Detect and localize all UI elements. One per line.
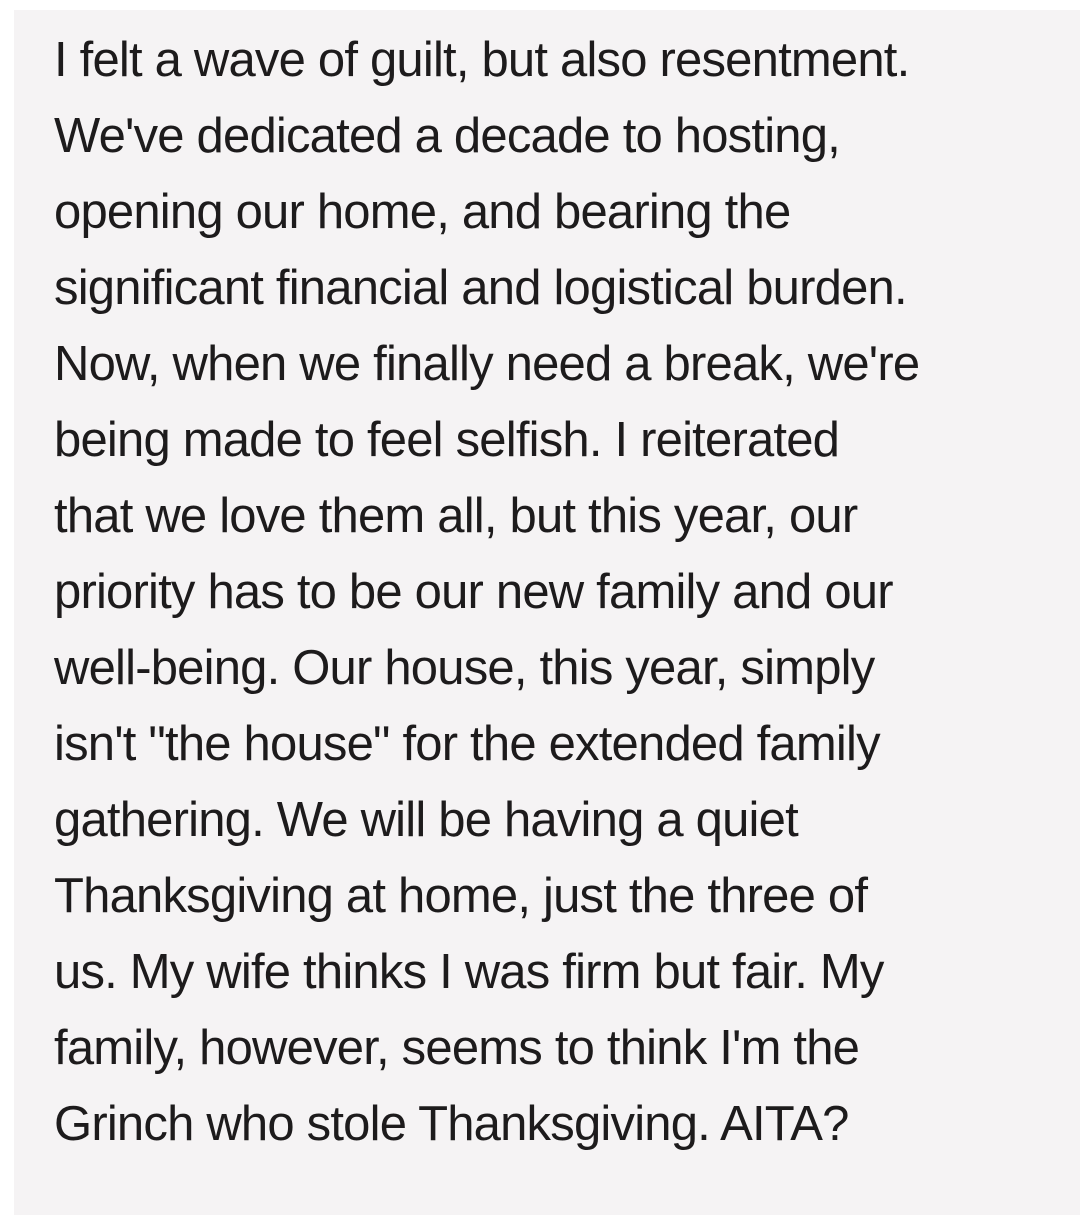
text-line: opening our home, and bearing the [54, 185, 791, 239]
text-line: gathering. We will be having a quiet [54, 793, 798, 847]
text-line: us. My wife thinks I was firm but fair. My [54, 945, 884, 999]
text-line: Thanksgiving at home, just the three of [54, 869, 868, 923]
text-line: family, however, seems to think I'm the [54, 1021, 860, 1075]
text-line: isn't "the house" for the extended family [54, 717, 880, 771]
text-line: I felt a wave of guilt, but also resentment. [54, 33, 910, 87]
text-line: that we love them all, but this year, our [54, 489, 858, 543]
text-line: significant financial and logistical burden. [54, 261, 907, 315]
text-line: well-being. Our house, this year, simply [54, 641, 875, 695]
text-line: priority has to be our new family and our [54, 565, 893, 619]
post-body-text [14, 10, 1080, 1162]
text-line: being made to feel selfish. I reiterated [54, 413, 840, 467]
post-page [14, 10, 1080, 1215]
text-line: We've dedicated a decade to hosting, [54, 109, 840, 163]
text-line: Grinch who stole Thanksgiving. AITA? [54, 1097, 849, 1151]
text-line: Now, when we finally need a break, we're [54, 337, 920, 391]
